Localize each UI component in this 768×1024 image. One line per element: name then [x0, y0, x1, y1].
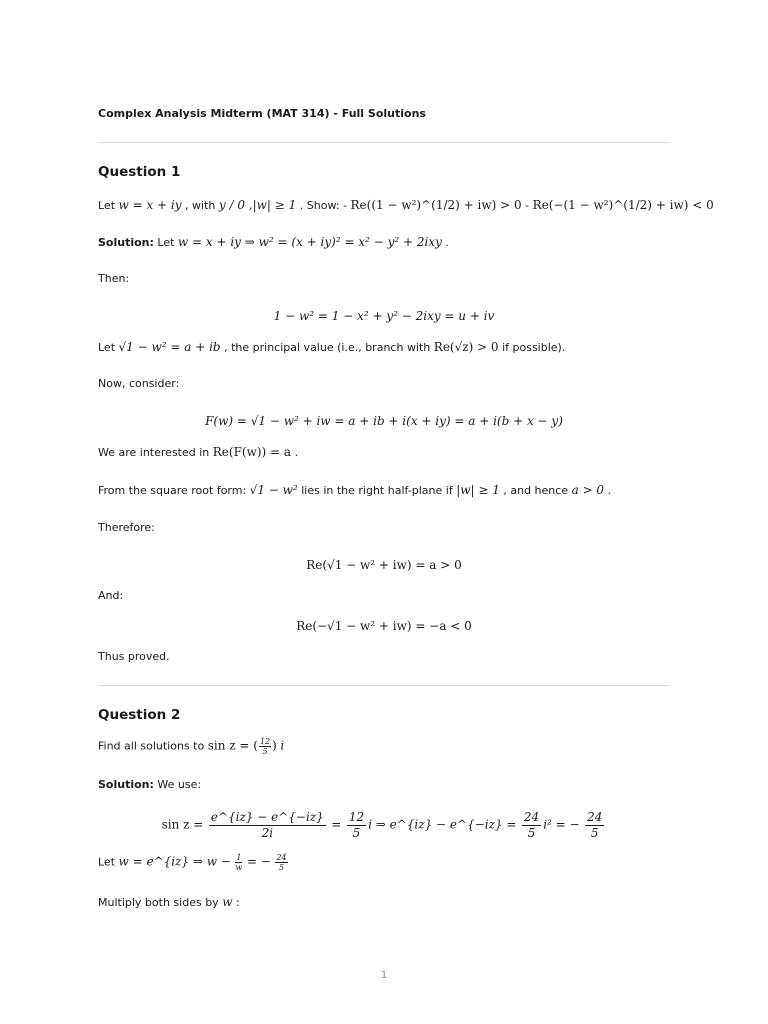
text: , the principal value (i.e., branch with	[220, 341, 434, 354]
fraction	[209, 810, 326, 841]
solution-text: .	[441, 236, 449, 249]
equation-sine	[98, 810, 670, 841]
fraction-numerator: 24	[587, 810, 603, 824]
question-1-heading: Question 1	[98, 164, 181, 180]
math-inline: sin z =	[207, 738, 254, 753]
equation-2: F(w) = √1 − w² + iw = a + ib + i(x + iy) = a + i(b + x − y)	[205, 414, 563, 428]
prompt-text: . Show: -	[296, 199, 351, 212]
text: if possible).	[498, 341, 566, 354]
fraction-denominator: 5	[352, 826, 361, 840]
fraction-denominator: 5	[278, 863, 285, 872]
equation-4: Re(−√1 − w² + iw) = −a < 0	[296, 619, 472, 633]
fraction	[347, 810, 366, 841]
square-root-line	[98, 483, 611, 497]
question-2-prompt	[98, 737, 284, 756]
fraction-numerator: e^{iz} − e^{−iz}	[210, 810, 324, 824]
equation-1: 1 − w² = 1 − x² + y² − 2ixy = u + iv	[273, 309, 495, 323]
principal-value-line	[98, 340, 565, 354]
solution-label: Solution:	[98, 778, 154, 791]
math-inline: sin z =	[161, 817, 204, 832]
proved-label: Thus proved.	[98, 650, 170, 663]
paren-open: (	[253, 738, 258, 753]
math-inline: = −	[246, 854, 271, 869]
prompt-text: -	[521, 199, 533, 212]
consider-label: Now, consider:	[98, 377, 180, 390]
math-inline: Re((1 − w²)^(1/2) + iw) > 0	[350, 198, 522, 212]
math-inline: i	[280, 738, 285, 753]
fraction-denominator: 5	[527, 826, 536, 840]
and-label: And:	[98, 589, 124, 602]
text: We are interested in	[98, 446, 213, 459]
section-divider	[98, 685, 670, 686]
question-1-solution-intro	[98, 235, 449, 249]
equation-3: Re(√1 − w² + iw) = a > 0	[306, 558, 462, 572]
fraction-numerator: 24	[523, 810, 540, 824]
fraction	[259, 737, 271, 756]
interest-line	[98, 445, 298, 459]
fraction	[275, 853, 287, 872]
fraction-numerator: 1	[236, 853, 242, 862]
math-inline: Re(F(w)) = a	[212, 445, 292, 459]
solution-text: We use:	[153, 778, 202, 791]
math-inline: =	[331, 817, 342, 832]
text: .	[604, 484, 612, 497]
text: Multiply both sides by	[98, 896, 223, 909]
fraction-numerator: 12	[348, 810, 365, 824]
question-2-solution-intro	[98, 778, 201, 791]
question-2-heading: Question 2	[98, 707, 181, 723]
document-title: Complex Analysis Midterm (MAT 314) - Full Solutions	[98, 107, 426, 120]
fraction-numerator: 24	[276, 853, 287, 862]
math-inline: i ⇒ e^{iz} − e^{−iz} =	[368, 817, 517, 832]
math-inline: w = x + iy	[118, 198, 182, 212]
math-inline: w = e^{iz} ⇒ w −	[118, 854, 231, 869]
prompt-text: Let	[98, 199, 119, 212]
math-inline: a > 0	[571, 483, 605, 497]
text: .	[291, 446, 299, 459]
paren-close: )	[272, 738, 277, 753]
math-inline: √1 − w² = a + ib	[118, 340, 221, 354]
solution-label: Solution:	[98, 236, 154, 249]
text: :	[232, 896, 240, 909]
then-label: Then:	[98, 272, 130, 285]
section-divider	[98, 142, 670, 143]
math-inline: |w| ≥ 1	[456, 483, 500, 497]
prompt-text: , with	[181, 199, 219, 212]
prompt-text: Find all solutions to	[98, 739, 208, 753]
math-inline: √1 − w²	[249, 483, 298, 497]
text: lies in the right half-plane if	[297, 484, 457, 497]
math-inline: Re(√z) > 0	[433, 340, 499, 354]
substitution-line	[98, 853, 289, 872]
therefore-label: Therefore:	[98, 521, 155, 534]
multiply-line	[98, 895, 240, 909]
math-inline: w = x + iy ⇒ w² = (x + iy)² = x² − y² + 2ixy	[177, 235, 442, 249]
fraction	[585, 810, 604, 841]
fraction-denominator: 2i	[261, 826, 274, 840]
math-inline: Re(−(1 − w²)^(1/2) + iw) < 0	[532, 198, 714, 212]
math-inline: i² = −	[543, 817, 580, 832]
fraction-denominator: 5	[590, 826, 599, 840]
math-inline: w	[222, 895, 233, 909]
math-inline: y / 0 ,|w| ≥ 1	[218, 198, 297, 212]
fraction-denominator: 5	[262, 747, 268, 756]
fraction	[235, 853, 242, 872]
text: , and hence	[499, 484, 572, 497]
fraction	[522, 810, 541, 841]
fraction-denominator: w	[235, 863, 243, 872]
text: From the square root form:	[98, 484, 250, 497]
text: Let	[98, 855, 119, 869]
question-1-prompt	[98, 198, 714, 212]
solution-text: Let	[153, 236, 178, 249]
page-number: 1	[380, 970, 388, 981]
fraction-numerator: 12	[259, 737, 271, 746]
text: Let	[98, 341, 119, 354]
